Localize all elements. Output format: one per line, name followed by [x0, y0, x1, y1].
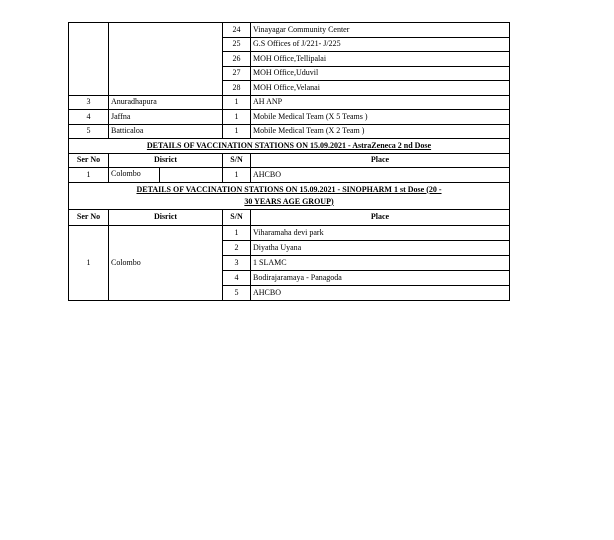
sn-cell: 1 [223, 168, 251, 183]
district-cell: Jaffna [109, 110, 223, 125]
column-header-place: Place [251, 153, 510, 168]
stations-table [68, 22, 510, 301]
table-row [69, 168, 510, 183]
place-cell: Mobile Medical Team (X 5 Teams ) [251, 110, 510, 125]
vaccination-document [68, 22, 509, 301]
sn-cell: 1 [223, 95, 251, 110]
district-cell: Colombo [109, 225, 223, 300]
table-row [69, 225, 510, 240]
table-row [69, 110, 510, 125]
table-row [69, 23, 510, 38]
place-cell: Vinayagar Community Center [251, 23, 510, 38]
section-title-line-1: DETAILS OF VACCINATION STATIONS ON 15.09.2021 - SINOPHARM 1 st Dose (20 - [136, 184, 442, 194]
sn-cell: 1 [223, 110, 251, 125]
header-row [69, 209, 510, 225]
place-cell: AHCBO [251, 168, 510, 183]
sn-cell: 28 [223, 81, 251, 96]
place-cell: Bodirajaramaya - Panagoda [251, 270, 510, 285]
column-header-place: Place [251, 209, 510, 225]
sn-cell: 3 [223, 255, 251, 270]
place-cell: MOH Office,Tellipalai [251, 52, 510, 67]
ser-cell: 3 [69, 95, 109, 110]
ser-cell: 1 [69, 168, 109, 183]
place-cell: Viharamaha devi park [251, 225, 510, 240]
sn-cell: 26 [223, 52, 251, 67]
sn-cell: 1 [223, 124, 251, 139]
sn-cell: 24 [223, 23, 251, 38]
section-title [69, 182, 510, 209]
district-cell [109, 23, 223, 96]
ser-cell [69, 23, 109, 96]
sn-cell: 2 [223, 240, 251, 255]
section-title-row [69, 139, 510, 154]
place-cell: G.S Offices of J/221- J/225 [251, 37, 510, 52]
sn-cell: 5 [223, 285, 251, 300]
section-title-row [69, 182, 510, 209]
ser-cell: 1 [69, 225, 109, 300]
column-header-district: Disrict [109, 209, 223, 225]
ser-cell: 4 [69, 110, 109, 125]
place-cell: AHCBO [251, 285, 510, 300]
sn-cell: 4 [223, 270, 251, 285]
district-cell [109, 168, 223, 183]
column-header-sn: S/N [223, 153, 251, 168]
place-cell: 1 SLAMC [251, 255, 510, 270]
table-row [69, 124, 510, 139]
column-header-ser: Ser No [69, 209, 109, 225]
place-cell: MOH Office,Velanai [251, 81, 510, 96]
section-title: DETAILS OF VACCINATION STATIONS ON 15.09.2021 - AstraZeneca 2 nd Dose [69, 139, 510, 154]
header-row [69, 153, 510, 168]
district-cell: Batticaloa [109, 124, 223, 139]
column-header-district: Disrict [109, 153, 223, 168]
ser-cell: 5 [69, 124, 109, 139]
column-header-sn: S/N [223, 209, 251, 225]
place-cell: Mobile Medical Team (X 2 Team ) [251, 124, 510, 139]
place-cell: Diyatha Uyana [251, 240, 510, 255]
district-cell: Anuradhapura [109, 95, 223, 110]
sn-cell: 25 [223, 37, 251, 52]
section-title-line-2: 30 YEARS AGE GROUP) [244, 196, 334, 206]
sn-cell: 27 [223, 66, 251, 81]
column-header-ser: Ser No [69, 153, 109, 168]
table-row [69, 95, 510, 110]
place-cell: MOH Office,Uduvil [251, 66, 510, 81]
sn-cell: 1 [223, 225, 251, 240]
place-cell: AH ANP [251, 95, 510, 110]
district-name: Colombo [109, 168, 160, 182]
